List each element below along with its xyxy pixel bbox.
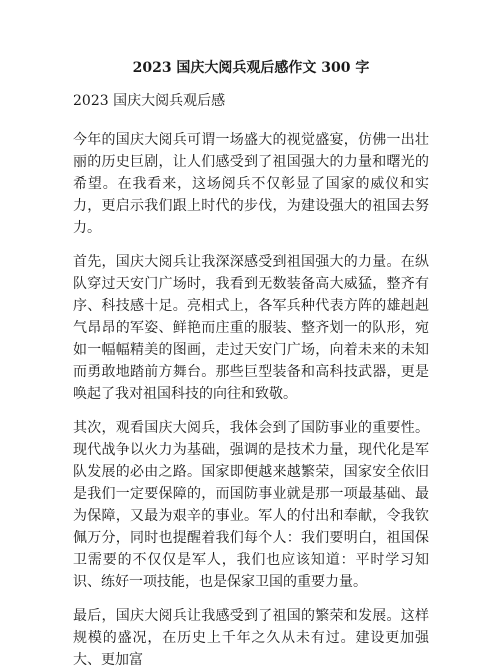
paragraph-first: 首先，国庆大阅兵让我深深感受到祖国强大的力量。在纵队穿过天安门广场时，我看到无数装备高大威猛，整齐有序、科技感十足。亮相式上，各军兵种代表方阵的雄赳赳气昂昂的军姿、鲜艳而庄重的服装、整齐划一的队形，宛如一幅幅精美的图画，走过天安门广场，向着未来的未知而勇敢地踏前方舞台。那些巨型装备和高科技武器，更是唤起了我对祖国科技的向往和致敬。 — [73, 254, 429, 402]
paragraph-last: 最后，国庆大阅兵让我感受到了祖国的繁荣和发展。这样规模的盛况，在历史上千年之久从未有过。建设更加强大、更加富 — [73, 608, 429, 668]
document-title: 2023 国庆大阅兵观后感作文 300 字 — [132, 60, 370, 76]
document-subtitle: 2023 国庆大阅兵观后感 — [73, 93, 226, 109]
paragraph-second: 其次，观看国庆大阅兵，我体会到了国防事业的重要性。现代战争以火力为基础，强调的是技术力量，现代化是军队发展的必由之路。国家即便越来越繁荣，国家安全依旧是我们一定要保障的，而国防事业就是那一项最基础、最为保障，又最为艰辛的事业。军人的付出和奉献，令我钦佩万分，同时也提醒着我们每个人：我们要明白，祖国保卫需要的不仅仅是军人，我们也应该知道：平时学习知识、练好一项技能，也是保家卫国的重要力量。 — [73, 420, 429, 590]
paragraph-intro: 今年的国庆大阅兵可谓一场盛大的视觉盛宴，仿佛一出壮丽的历史巨剧，让人们感受到了祖国强大的力量和曙光的希望。在我看来，这场阅兵不仅彰显了国家的威仪和实力，更启示我们跟上时代的步伐，为建设强大的祖国去努力。 — [73, 132, 429, 236]
